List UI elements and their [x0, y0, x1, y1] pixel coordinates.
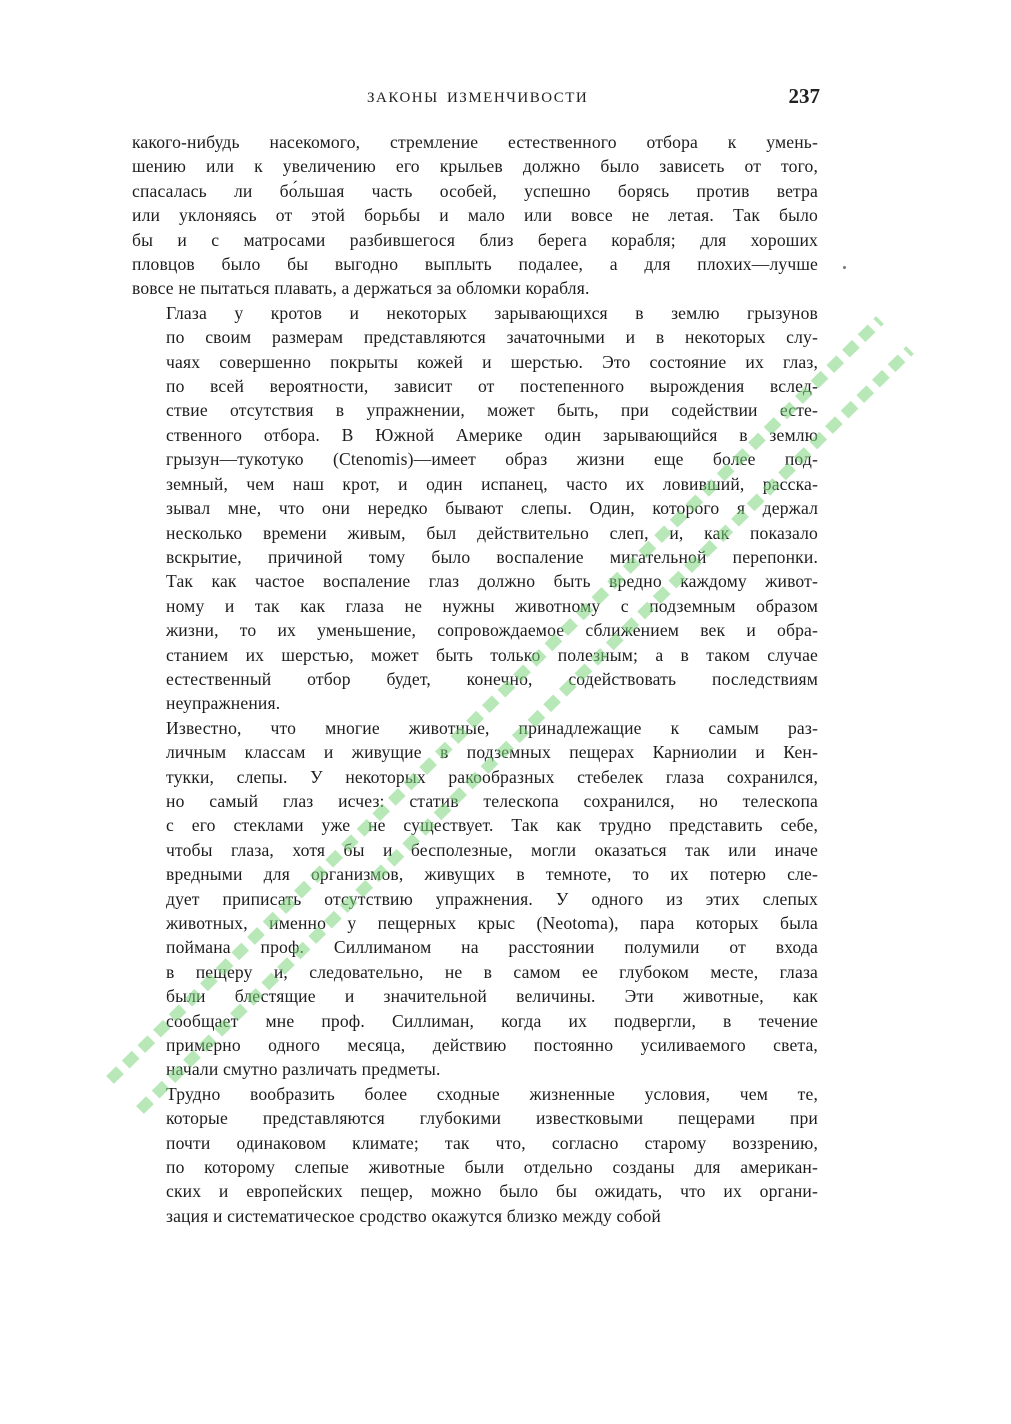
text-line: Глаза у кротов и некоторых зарывающихся в землю грызунов — [166, 302, 818, 323]
text-line: но самый глаз исчез: статив телескопа сохранился, но телескопа — [166, 790, 818, 811]
text-line: пловцов было бы выгодно выплыть подалее, а для плохих—лучше — [132, 254, 818, 275]
paragraph — [132, 301, 818, 716]
text-line: чтобы глаза, хотя бы и бесполезные, могли оказаться так или иначе — [166, 839, 818, 860]
text-line: бы и с матросами разбившегося близ берега корабля; для хороших — [132, 229, 818, 250]
text-line: или уклоняясь от этой борьбы и мало или вовсе не летая. Так было — [132, 205, 818, 226]
text-line: шению или к увеличению его крыльев должно было зависеть от того, — [132, 156, 818, 177]
text-line: неупражнения. — [166, 693, 281, 714]
text-line: зывал мне, что они нередко бывают слепы. Один, которого я держал — [166, 498, 818, 519]
text-line: по своим размерам представляются зачаточными и в некоторых слу- — [166, 327, 818, 348]
text-line: поймана проф. Силлиманом на расстоянии полумили от входа — [166, 937, 818, 958]
text-line: грызун—тукотуко (Ctenomis)—имеет образ жизни еще более под- — [166, 449, 818, 470]
paragraph — [132, 716, 818, 1082]
text-line: станием их шерстью, может быть только полезным; а в таком случае — [166, 644, 818, 665]
text-line: в пещеру и, следовательно, не в самом ее глубоком месте, глаза — [166, 961, 818, 982]
text-line: зация и систематическое сродство окажутся близко между собой — [166, 1205, 661, 1226]
text-line: примерно одного месяца, действию постоянно усиливаемого света, — [166, 1035, 818, 1056]
running-title: ЗАКОНЫ ИЗМЕНЧИВОСТИ — [367, 90, 589, 106]
text-line: животных, именно у пещерных крыс (Neotoma), пара которых была — [166, 913, 818, 933]
text-line: ному и так как глаза не нужны животному с подземным образом — [166, 595, 818, 616]
text-line: тукки, слепы. У некоторых ракообразных стебелек глаза сохранился, — [166, 766, 818, 787]
text-line: спасалась ли бо́льшая часть особей, успешно борясь против ветра — [132, 180, 818, 201]
text-line: ствие отсутствия в упражнении, может быть, при содействии есте- — [166, 400, 818, 421]
text-line: жизни, то их уменьшение, сопровождаемое сближением век и обра- — [166, 620, 818, 641]
text-line: вскрытие, причиной тому было воспаление мигательной перепонки. — [166, 546, 818, 567]
text-line: вредными для организмов, живущих в темноте, то их потерю сле- — [166, 864, 818, 885]
margin-speck — [843, 266, 846, 269]
page-number: 237 — [788, 84, 820, 108]
text-line: какого-нибудь насекомого, стремление естественного отбора к умень- — [132, 132, 818, 152]
paragraph — [132, 1082, 818, 1228]
text-line: ских и европейских пещер, можно было бы ожидать, что их органи- — [166, 1181, 818, 1202]
text-line: несколько времени живым, был действительно слеп, и, как показало — [166, 522, 818, 543]
text-line: почти одинаковом климате; так что, согласно старому воззрению, — [166, 1132, 818, 1153]
text-line: Трудно вообразить более сходные жизненные условия, чем те, — [166, 1083, 818, 1104]
text-line: ственного отбора. В Южной Америке один зарывающийся в землю — [166, 424, 818, 445]
text-line: чаях совершенно покрыты кожей и шерстью. Это состояние их глаз, — [166, 351, 818, 372]
text-line: вовсе не пытаться плавать, а держаться за обломки корабля. — [132, 278, 590, 299]
body-text — [132, 130, 818, 1228]
text-line: естественный отбор будет, конечно, содействовать последствиям — [166, 668, 818, 689]
text-line: личным классам и живущие в подземных пещерах Карниолии и Кен- — [166, 742, 818, 763]
text-line: сообщает мне проф. Силлиман, когда их подвергли, в течение — [166, 1010, 818, 1031]
text-line: Известно, что многие животные, принадлежащие к самым раз- — [166, 717, 818, 738]
text-line: земный, чем наш крот, и один испанец, часто их ловивший, расска- — [166, 473, 818, 494]
paragraph — [132, 130, 818, 301]
text-line: с его стеклами уже не существует. Так как трудно представить себе, — [166, 815, 818, 836]
text-line: начали смутно различать предметы. — [166, 1059, 441, 1080]
text-line: дует приписать отсутствию упражнения. У одного из этих слепых — [166, 888, 818, 909]
text-line: были блестящие и значительной величины. Эти животные, как — [166, 986, 818, 1007]
text-line: Так как частое воспаление глаз должно быть вредно каждому живот- — [166, 571, 818, 592]
running-head — [132, 86, 822, 116]
text-line: которые представляются глубокими известковыми пещерами при — [166, 1108, 818, 1129]
text-line: по всей вероятности, зависит от постепенного вырождения вслед- — [166, 376, 818, 397]
text-line: по которому слепые животные были отдельно созданы для американ- — [166, 1157, 818, 1178]
